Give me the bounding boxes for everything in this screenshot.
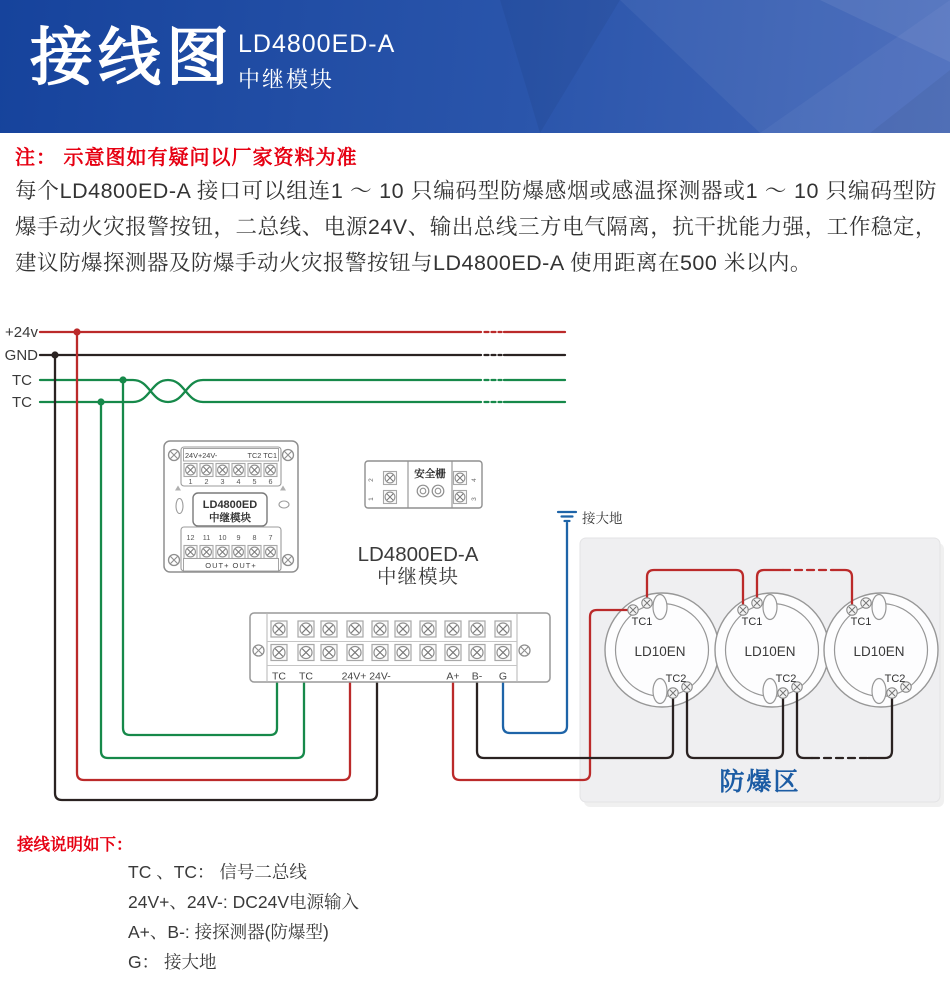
detector-2-tc1-label: TC1 [741, 616, 763, 628]
module-caption-line2: 中继模块 [376, 566, 460, 588]
strip-label-bminus: B- [471, 670, 483, 683]
strip-label-24vminus: 24V- [369, 670, 391, 683]
terminal-strip [250, 613, 550, 683]
terminal-number: 4 [236, 477, 241, 486]
strip-label-g: G [498, 670, 508, 683]
barrier-title: 安全栅 [414, 468, 446, 480]
module-caption-line1: LD4800ED-A [357, 543, 479, 566]
detector-2-name: LD10EN [744, 644, 796, 659]
barrier-terminal-4: 4 [471, 478, 478, 482]
bus-tc1-line [40, 380, 565, 402]
barrier-terminal-3: 3 [471, 497, 478, 501]
safety-barrier [365, 461, 482, 508]
bus-labels [5, 324, 39, 411]
barrier-terminal-2: 2 [368, 478, 375, 482]
module-face-name-line1: LD4800ED [202, 499, 258, 511]
legend-item-g: G： 接大地 [128, 952, 217, 972]
legend-item-ab: A+、B-: 接探测器(防爆型) [128, 922, 329, 942]
module-face-top-left-label: 24V+24V- [185, 451, 218, 460]
strip-labels [272, 671, 507, 683]
terminal-number: 3 [220, 477, 225, 486]
terminal-number: 1 [188, 477, 193, 486]
terminal-number: 5 [252, 477, 257, 486]
terminal-number: 8 [252, 533, 257, 542]
bus-label-tc-a: TC [12, 372, 32, 389]
legend-item-24v: 24V+、24V-: DC24V电源输入 [128, 892, 359, 912]
detector-3-tc2-label: TC2 [884, 673, 906, 685]
terminal-number: 10 [218, 533, 227, 542]
page-title: 接线图 [30, 23, 234, 93]
terminal-number: 11 [202, 533, 211, 542]
header-module-type: 中继模块 [238, 67, 335, 92]
bus-label-gnd: GND [4, 347, 38, 364]
ground-label: 接大地 [582, 511, 623, 526]
terminal-number: 6 [268, 477, 273, 486]
description-paragraph: 每个LD4800ED-A 接口可以组连1 ～ 10 只编码型防爆感烟或感温探测器或1 ～ 10 只编码型防爆手动火灾报警按钮，二总线、电源24V、输出总线三方电气隔离，抗干扰能力强，工作稳定，建议防爆探测器及防爆手动火灾报警按钮与LD4800ED-A 使用距离在500 米以内。 [15, 179, 937, 275]
module-face [164, 441, 298, 572]
detector-1-tc1-label: TC1 [631, 616, 653, 628]
terminal-number: 12 [186, 533, 195, 542]
detector-3-name: LD10EN [853, 644, 905, 659]
bus-label-tc-b: TC [12, 394, 32, 411]
module-face-top-right-label: TC2 TC1 [247, 451, 277, 460]
detector-1-name: LD10EN [634, 644, 686, 659]
barrier-terminal-1: 1 [368, 497, 375, 501]
earth-ground-icon [558, 512, 576, 521]
legend-title: 接线说明如下： [17, 836, 133, 854]
terminal-number: 2 [204, 477, 209, 486]
bus-label-24v: +24v [5, 324, 38, 341]
strip-label-tc1: TC [272, 670, 286, 683]
legend-item-tc: TC 、TC： 信号二总线 [128, 862, 307, 882]
terminal-number: 9 [236, 533, 241, 542]
strip-label-24vplus: 24V+ [341, 670, 367, 683]
detector-1-tc2-label: TC2 [665, 673, 687, 685]
bus-lines [40, 328, 565, 405]
note-text: 注： 示意图如有疑问以厂家资料为准 [15, 147, 358, 169]
strip-label-tc2: TC [299, 670, 313, 683]
module-face-bottom-label: OUT+ OUT+ [205, 561, 257, 570]
terminal-number: 7 [268, 533, 273, 542]
module-face-name-line2: 中继模块 [209, 512, 251, 524]
bus-tc2-line [40, 380, 565, 402]
header-model: LD4800ED-A [238, 30, 396, 58]
strip-label-aplus: A+ [446, 670, 460, 683]
wire-24vminus-to-strip [55, 355, 377, 800]
zone-label: 防爆区 [719, 768, 801, 796]
legend-list [128, 857, 359, 977]
detector-2-tc2-label: TC2 [775, 673, 797, 685]
detector-3-tc1-label: TC1 [850, 616, 872, 628]
